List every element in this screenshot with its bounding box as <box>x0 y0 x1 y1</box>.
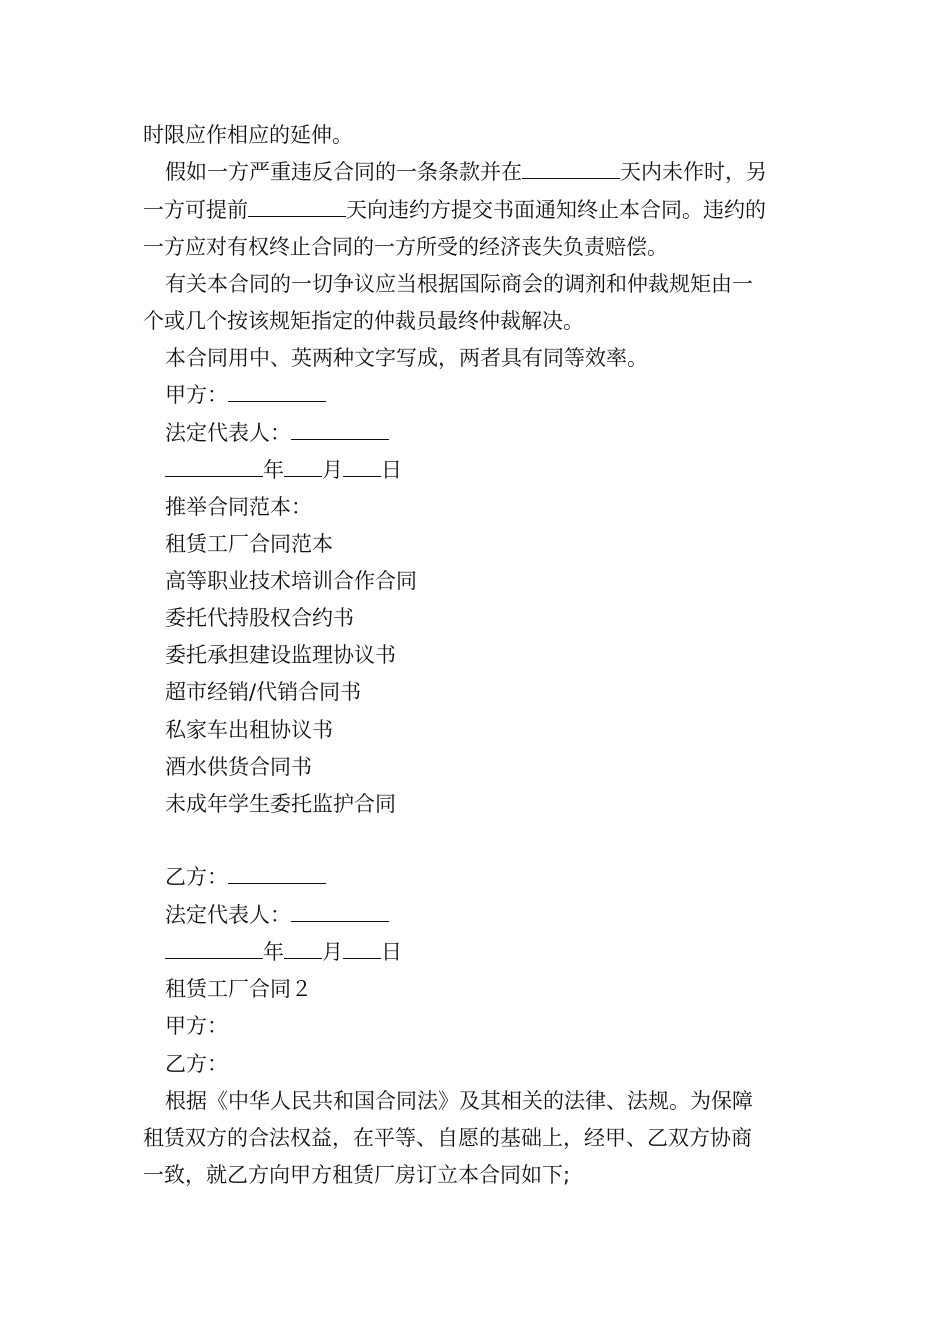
party-a2-label: 甲方： <box>165 1014 228 1038</box>
text-line <box>143 195 766 225</box>
date-line-b <box>165 937 402 967</box>
text-line: 时限应作相应的延伸。 <box>143 123 353 147</box>
year-blank <box>165 456 263 477</box>
legal-rep-label: 法定代表人： <box>165 903 291 927</box>
day-label: 日 <box>381 458 402 482</box>
section-title: 租赁工厂合同２ <box>165 977 312 1001</box>
month-label: 月 <box>322 940 343 964</box>
text-segment: 假如一方严重违反合同的一条条款并在 <box>165 160 522 184</box>
party-a-blank <box>228 381 326 402</box>
legal-rep-blank <box>291 901 389 922</box>
text-line <box>165 157 805 187</box>
year-label: 年 <box>263 458 284 482</box>
party-a-label: 甲方： <box>165 383 228 407</box>
month-blank <box>284 456 322 477</box>
party-b-label: 乙方： <box>165 865 228 889</box>
template-link[interactable]: 超市经销/代销合同书 <box>165 680 362 704</box>
template-link[interactable]: 私家车出租协议书 <box>165 718 333 742</box>
template-link[interactable]: 租赁工厂合同范本 <box>165 532 333 556</box>
template-link[interactable]: 未成年学生委托监护合同 <box>165 792 396 816</box>
legal-rep-blank <box>291 419 389 440</box>
recommend-heading: 推举合同范本： <box>165 495 312 519</box>
text-line: 一方应对有权终止合同的一方所受的经济丧失负责赔偿。 <box>143 235 668 259</box>
month-label: 月 <box>322 458 343 482</box>
template-link[interactable]: 委托承担建设监理协议书 <box>165 643 396 667</box>
signature-line-legal-rep-b <box>165 900 389 930</box>
template-link[interactable]: 高等职业技术培训合作合同 <box>165 569 417 593</box>
day-label: 日 <box>381 940 402 964</box>
blank-days-field <box>248 196 346 217</box>
signature-line-legal-rep <box>165 418 389 448</box>
text-line: 个或几个按该规矩指定的仲裁员最终仲裁解决。 <box>143 309 584 333</box>
date-line <box>165 455 402 485</box>
text-line: 一致，就乙方向甲方租赁厂房订立本合同如下; <box>143 1163 571 1187</box>
year-label: 年 <box>263 940 284 964</box>
text-segment: 天向违约方提交书面通知终止本合同。违约的 <box>346 198 766 222</box>
signature-line-party-a <box>165 380 326 410</box>
text-segment: 天内未作时，另 <box>620 160 767 184</box>
text-line: 本合同用中、英两种文字写成，两者具有同等效率。 <box>165 346 648 370</box>
template-link[interactable]: 委托代持股权合约书 <box>165 606 354 630</box>
text-segment: 一方可提前 <box>143 198 248 222</box>
year-blank <box>165 938 263 959</box>
legal-rep-label: 法定代表人： <box>165 421 291 445</box>
signature-line-party-b <box>165 862 326 892</box>
party-b-blank <box>228 863 326 884</box>
month-blank <box>284 938 322 959</box>
party-b2-label: 乙方： <box>165 1052 228 1076</box>
text-line: 根据《中华人民共和国合同法》及其相关的法律、法规。为保障 <box>165 1089 753 1113</box>
blank-days-field <box>522 158 620 179</box>
template-link[interactable]: 酒水供货合同书 <box>165 755 312 779</box>
day-blank <box>343 938 381 959</box>
text-line: 租赁双方的合法权益，在平等、自愿的基础上，经甲、乙双方协商 <box>143 1126 752 1150</box>
day-blank <box>343 456 381 477</box>
text-line: 有关本合同的一切争议应当根据国际商会的调剂和仲裁规矩由一 <box>165 272 753 296</box>
